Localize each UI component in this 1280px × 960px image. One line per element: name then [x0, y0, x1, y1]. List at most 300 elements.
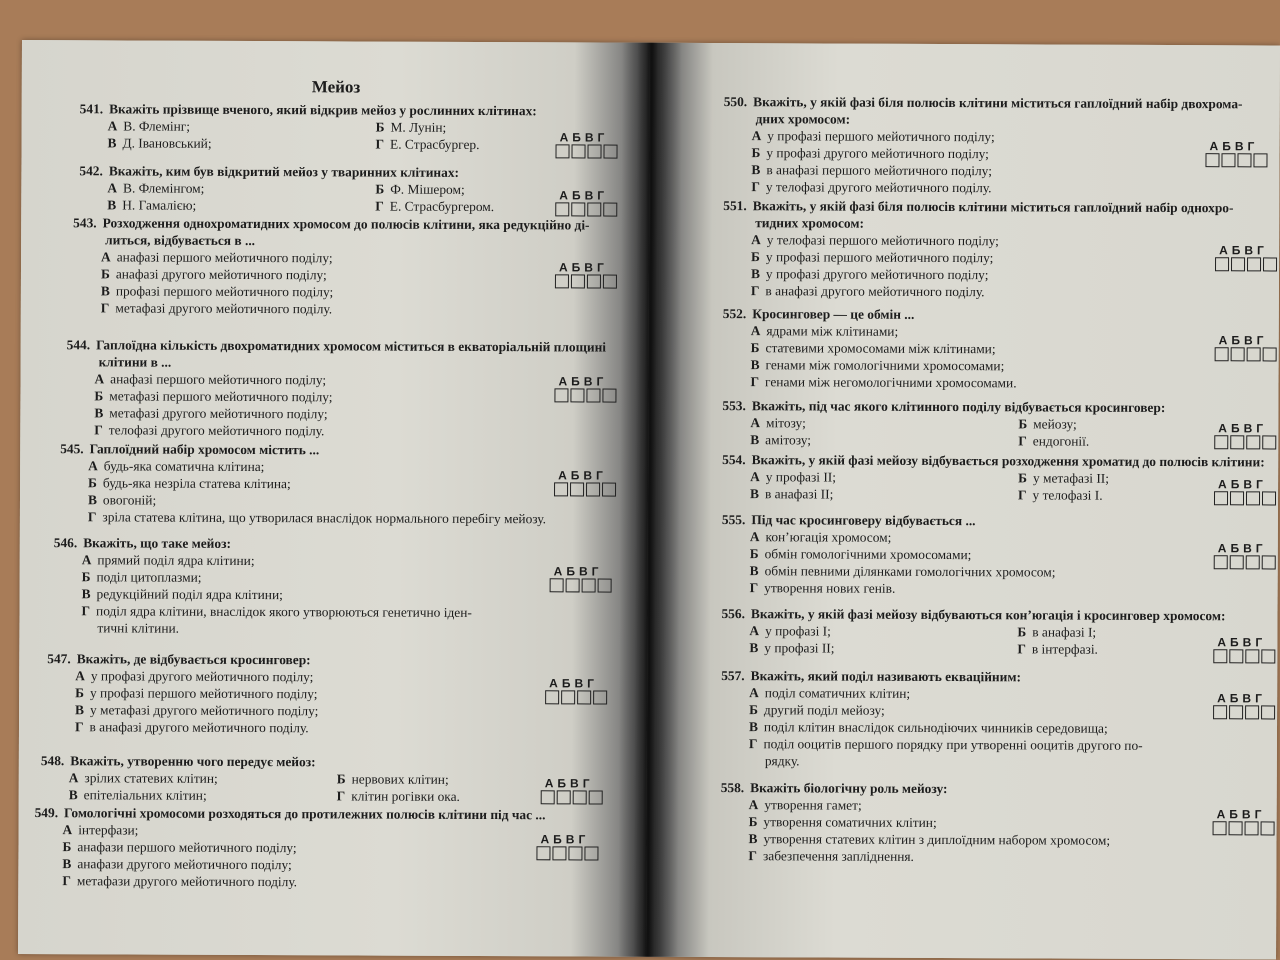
option-letter: В [749, 640, 759, 656]
option-text: телофазі другого мейотичного поділу. [108, 422, 325, 439]
option-text: анафази першого мейотичного поділу; [77, 839, 297, 856]
answer-option [108, 134, 348, 152]
option-letter: Б [81, 569, 91, 585]
answer-option [75, 684, 318, 702]
option-text: нервових клітин; [351, 771, 449, 787]
question [721, 605, 1257, 658]
question-number: 549. [34, 805, 59, 821]
answer-option [749, 622, 989, 640]
answer-checkbox[interactable] [552, 846, 566, 860]
answer-checkbox[interactable] [1230, 491, 1244, 505]
answer-checkbox[interactable] [1215, 257, 1229, 271]
answer-checkbox[interactable] [550, 578, 564, 592]
answer-option [75, 667, 318, 685]
answer-checkbox[interactable] [1247, 257, 1261, 271]
answer-grid-letters: АБВГ [544, 776, 594, 791]
option-text: В. Флемінгом; [122, 180, 205, 196]
answer-option [88, 508, 546, 527]
answer-checkbox[interactable] [1215, 347, 1229, 361]
option-letter: В [75, 702, 85, 718]
answer-option [751, 322, 1017, 340]
answer-checkbox[interactable] [1261, 705, 1275, 719]
question [34, 804, 545, 891]
answer-boxes [1214, 491, 1278, 505]
option-letter: Б [88, 475, 97, 491]
option-text: у телофазі першого мейотичного поділу; [766, 232, 999, 249]
answer-option [69, 769, 309, 787]
option-text: метафазі другого мейотичного поділу; [109, 405, 328, 422]
left-page [18, 40, 650, 957]
option-text: у профазі I; [765, 623, 831, 639]
question-number: 556. [721, 606, 745, 622]
question-text: Кросинговер — це обмін ... [752, 306, 915, 322]
answer-checkbox[interactable] [1205, 153, 1219, 167]
answer-option [75, 718, 318, 736]
answer-option [748, 847, 1110, 866]
question-number: 547. [47, 651, 71, 667]
answer-checkbox[interactable] [603, 145, 617, 159]
question-stem [60, 440, 546, 459]
question-stem [723, 305, 1017, 323]
answer-grid-letters: АБВГ [549, 676, 598, 691]
answer-option [750, 562, 1056, 580]
answer-checkbox[interactable] [598, 579, 612, 593]
option-text: мейозу; [1033, 416, 1077, 432]
page-title: Мейоз [311, 77, 361, 97]
option-row [80, 134, 616, 153]
answer-option [751, 248, 1233, 267]
answer-checkbox[interactable] [557, 790, 571, 804]
option-letter: Б [751, 145, 761, 161]
option-text: у профазі першого мейотичного поділу; [89, 685, 318, 702]
question-stem [723, 214, 1233, 233]
option-text: амітозу; [765, 432, 811, 448]
option-letter: Г [94, 422, 103, 438]
answer-checkbox[interactable] [587, 202, 601, 216]
question-text: Вкажіть, який поділ називають екваційним: [750, 668, 1021, 685]
answer-option [748, 830, 1110, 849]
answer-checkbox[interactable] [1245, 649, 1259, 663]
question-stem [47, 650, 318, 668]
answer-option [63, 821, 546, 840]
option-text: інтерфази; [78, 822, 139, 838]
answer-checkbox[interactable] [566, 578, 580, 592]
answer-checkbox[interactable] [1237, 153, 1251, 167]
question-text: Вкажіть, ким був відкритий мейоз у тваринних клітинах: [108, 163, 460, 180]
answer-grid [1214, 477, 1278, 505]
answer-option [751, 161, 1242, 180]
option-letter: Б [750, 340, 760, 356]
option-letter: Б [1017, 624, 1027, 640]
answer-grid-letters: АБВГ [540, 832, 590, 847]
option-text: зріла статева клітина, що утворилася внаслідок нормального перебігу мейозу. [102, 509, 547, 527]
answer-checkbox[interactable] [545, 690, 559, 704]
answer-checkbox[interactable] [573, 790, 587, 804]
answer-checkbox[interactable] [571, 202, 585, 216]
answer-checkbox[interactable] [554, 388, 568, 402]
option-letter: Г [748, 848, 758, 864]
answer-checkbox[interactable] [1245, 821, 1259, 835]
option-text: обмін гомологічними хромосомами; [764, 546, 972, 563]
option-text: у профазі II; [764, 640, 835, 656]
answer-checkbox[interactable] [584, 846, 598, 860]
answer-boxes [1214, 555, 1278, 569]
answer-grid [1214, 421, 1278, 449]
option-letter: Б [749, 546, 759, 562]
option-letter: Г [62, 873, 71, 889]
answer-option [101, 248, 589, 267]
answer-boxes [555, 144, 619, 158]
option-text: В. Флемінг; [123, 118, 191, 134]
answer-option [750, 468, 990, 486]
option-letter: В [748, 719, 758, 735]
question-number: 550. [723, 94, 748, 110]
answer-checkbox[interactable] [587, 144, 601, 158]
answer-checkbox[interactable] [1214, 435, 1228, 449]
answer-option [749, 735, 1143, 754]
option-letter: Г [1017, 641, 1026, 657]
question [723, 197, 1234, 301]
answer-option [751, 178, 1242, 197]
answer-option [107, 179, 347, 197]
question-number: 557. [721, 668, 745, 684]
option-row [722, 431, 1258, 450]
question-number: 541. [79, 101, 104, 117]
answer-grid [1213, 691, 1277, 719]
option-text: у метафазі другого мейотичного поділу; [89, 702, 319, 719]
answer-option [751, 231, 1233, 250]
question-stem [723, 197, 1233, 216]
answer-checkbox[interactable] [1261, 821, 1275, 835]
question-number: 543. [73, 215, 97, 231]
answer-checkbox[interactable] [571, 274, 585, 288]
answer-option [750, 431, 990, 449]
option-text: обмін певними ділянками гомологічних хромосом; [764, 563, 1056, 580]
answer-option [751, 282, 1233, 301]
answer-checkbox[interactable] [1253, 153, 1267, 167]
answer-checkbox[interactable] [1230, 555, 1244, 569]
answer-checkbox[interactable] [554, 482, 568, 496]
option-letter: Г [751, 179, 760, 195]
option-letter: В [62, 856, 72, 872]
option-letter: А [750, 415, 761, 431]
answer-boxes [1205, 153, 1269, 167]
answer-checkbox[interactable] [603, 203, 617, 217]
option-text: метафази другого мейотичного поділу. [76, 873, 298, 890]
answer-boxes [1213, 705, 1277, 719]
option-letter: В [68, 787, 78, 803]
answer-checkbox[interactable] [570, 482, 584, 496]
option-text: утворення статевих клітин з диплоїдним набором хромосом; [763, 831, 1111, 848]
answer-checkbox[interactable] [602, 389, 616, 403]
option-text: в анафазі другого мейотичного поділу. [765, 283, 985, 300]
option-text: забезпечення запліднення. [762, 848, 914, 864]
answer-option [749, 718, 1143, 737]
answer-grid [1205, 139, 1269, 167]
option-text: клітин рогівки ока. [351, 788, 460, 804]
answer-checkbox[interactable] [1263, 347, 1277, 361]
option-text: будь-яка незріла статева клітина; [102, 475, 291, 492]
option-text: поділ ооцитів першого порядку при утворенні ооцитів другого по- [763, 736, 1143, 753]
option-letter: А [751, 128, 762, 144]
answer-grid-letters: АБВГ [1216, 807, 1266, 822]
answer-boxes [536, 846, 600, 860]
answer-checkbox[interactable] [1247, 347, 1261, 361]
right-page [646, 43, 1280, 960]
answer-checkbox[interactable] [586, 482, 600, 496]
answer-checkbox[interactable] [1214, 555, 1228, 569]
answer-boxes [554, 388, 618, 402]
option-text: у телофазі другого мейотичного поділу. [765, 179, 992, 196]
answer-option [749, 684, 1143, 703]
option-row [41, 786, 577, 805]
option-text: в інтерфазі. [1031, 641, 1098, 657]
option-text: анафазі другого мейотичного поділу; [115, 266, 327, 283]
option-text: поділ клітин внаслідок сильнодіючих чинників середовища; [763, 719, 1108, 736]
answer-option [81, 602, 471, 621]
answer-checkbox[interactable] [555, 202, 569, 216]
answer-checkbox[interactable] [577, 690, 591, 704]
question-number: 546. [53, 535, 78, 551]
answer-option [88, 491, 546, 510]
answer-option [750, 373, 1016, 391]
question [723, 93, 1242, 197]
answer-grid-letters: АБВГ [1209, 139, 1259, 154]
answer-checkbox[interactable] [1213, 821, 1227, 835]
answer-boxes [1213, 821, 1277, 835]
answer-checkbox[interactable] [1246, 491, 1260, 505]
question [722, 305, 1016, 391]
question-text: Розходження однохроматидних хромосом до полюсів клітини, яка редукційно ді- [102, 215, 590, 233]
answer-checkbox[interactable] [1229, 705, 1243, 719]
answer-option [750, 485, 990, 503]
answer-grid-letters: АБВГ [1218, 421, 1268, 436]
question-number: 552. [722, 306, 747, 322]
question-number: 554. [722, 452, 746, 468]
question-number: 558. [720, 780, 745, 796]
answer-checkbox[interactable] [1214, 491, 1228, 505]
question-text: Вкажіть, що таке мейоз: [83, 535, 231, 551]
option-text: метафазі першого мейотичного поділу; [109, 388, 333, 405]
option-text: в анафазі I; [1032, 624, 1097, 640]
question-text: Гомологічні хромосоми розходяться до протилежних полюсів клітини під час ... [64, 805, 546, 823]
option-letter: Б [1018, 470, 1027, 486]
answer-checkbox[interactable] [1213, 649, 1227, 663]
answer-checkbox[interactable] [1246, 435, 1260, 449]
option-letter: А [751, 232, 761, 248]
answer-checkbox[interactable] [593, 690, 607, 704]
option-text: утворення нових генів. [764, 580, 896, 596]
answer-option [750, 414, 990, 432]
option-letter: Б [94, 388, 104, 404]
question-stem [721, 779, 1111, 798]
question-number: 555. [721, 512, 746, 528]
answer-checkbox[interactable] [555, 144, 569, 158]
option-text: у профазі другого мейотичного поділу; [765, 266, 989, 283]
option-letter: А [62, 822, 73, 838]
question-number: 551. [723, 198, 747, 214]
answer-grid-letters: АБВГ [553, 564, 603, 579]
option-text: овогоній; [102, 492, 157, 508]
answer-grid [541, 776, 605, 804]
option-text: Ф. Мішером; [390, 181, 465, 197]
answer-checkbox[interactable] [536, 846, 550, 860]
option-letter: Б [749, 702, 758, 718]
question-text: Гаплоїдний набір хромосом містить ... [89, 441, 320, 458]
question-text: тидних хромосом: [755, 215, 864, 231]
question [720, 779, 1110, 866]
option-letter: Г [375, 136, 385, 152]
answer-checkbox[interactable] [589, 790, 603, 804]
option-text: утворення гамет; [764, 797, 862, 813]
option-letter: Б [375, 181, 385, 197]
option-letter: В [749, 486, 759, 502]
document-sheet [18, 40, 1280, 959]
answer-option [749, 796, 1111, 815]
question [80, 100, 616, 153]
answer-checkbox[interactable] [1229, 821, 1243, 835]
option-letter: А [88, 458, 98, 474]
option-text: анафазі першого мейотичного поділу; [116, 249, 333, 266]
answer-option [751, 265, 1233, 284]
option-letter: Б [100, 266, 110, 282]
option-text: редукційний поділ ядра клітини; [96, 586, 283, 603]
option-letter: В [87, 492, 97, 508]
answer-grid-letters: АБВГ [1217, 691, 1266, 706]
option-text: генами між негомологічними хромосомами. [765, 374, 1017, 391]
answer-boxes [1214, 435, 1278, 449]
answer-checkbox[interactable] [1213, 705, 1227, 719]
answer-grid [545, 676, 609, 704]
answer-option [75, 701, 318, 719]
answer-option [107, 196, 347, 214]
option-letter: В [107, 135, 117, 151]
answer-boxes [550, 578, 614, 592]
answer-checkbox[interactable] [1262, 491, 1276, 505]
option-letter: В [751, 162, 761, 178]
option-text: ядрами між клітинами; [766, 323, 899, 339]
option-text: у профазі другого мейотичного поділу; [90, 668, 314, 685]
option-text: у профазі II; [765, 469, 837, 485]
answer-checkbox[interactable] [602, 483, 616, 497]
question [73, 214, 590, 318]
option-letter: А [81, 552, 92, 568]
answer-option [62, 855, 545, 874]
answer-checkbox[interactable] [603, 275, 617, 289]
answer-checkbox[interactable] [570, 388, 584, 402]
question [60, 440, 546, 527]
answer-option [108, 117, 348, 135]
answer-boxes [555, 202, 619, 216]
answer-grid [536, 832, 600, 860]
answer-checkbox[interactable] [582, 578, 596, 592]
answer-checkbox[interactable] [1246, 555, 1260, 569]
question [722, 397, 1258, 450]
option-letter: А [749, 529, 760, 545]
option-text: генами між гомологічними хромосомами; [765, 357, 1005, 374]
option-letter: В [748, 831, 758, 847]
option-letter: А [750, 469, 760, 485]
option-letter: Б [336, 771, 346, 787]
answer-checkbox[interactable] [1263, 257, 1277, 271]
answer-checkbox[interactable] [555, 274, 569, 288]
answer-checkbox[interactable] [1245, 705, 1259, 719]
option-letter: Г [100, 300, 110, 316]
option-text: Д. Івановський; [122, 135, 212, 151]
answer-grid [1215, 333, 1279, 361]
option-text: у профазі другого мейотичного поділу; [766, 145, 989, 162]
answer-option [749, 752, 1143, 771]
question-text: Вкажіть, у якій фазі мейозу відбуваються кон’югація і кросинговер хромосом: [750, 606, 1226, 624]
answer-checkbox[interactable] [571, 144, 585, 158]
answer-option [82, 568, 472, 587]
answer-checkbox[interactable] [1221, 153, 1235, 167]
option-letter: В [81, 586, 91, 602]
option-letter: Г [336, 788, 346, 804]
option-text: тичні клітини. [97, 620, 180, 636]
answer-checkbox[interactable] [541, 790, 555, 804]
answer-grid [555, 188, 619, 216]
option-letter: А [101, 249, 111, 265]
answer-option [101, 282, 589, 301]
answer-checkbox[interactable] [1262, 555, 1276, 569]
option-letter: А [94, 371, 105, 387]
option-text: мітозу; [765, 415, 806, 431]
answer-grid [555, 130, 619, 158]
option-letter: В [107, 197, 117, 213]
option-letter: Б [75, 685, 85, 701]
answer-checkbox[interactable] [1229, 649, 1243, 663]
answer-checkbox[interactable] [1230, 435, 1244, 449]
option-text: ендогонії. [1032, 433, 1090, 449]
option-text: епітеліальних клітин; [83, 787, 207, 803]
answer-boxes [555, 274, 619, 288]
answer-checkbox[interactable] [586, 388, 600, 402]
answer-option [749, 813, 1111, 832]
question-text: Вкажіть, де відбувається кросинговер: [76, 651, 311, 668]
option-letter: Г [87, 509, 97, 525]
option-text: статевими хромосомами між клітинами; [765, 340, 996, 357]
answer-boxes [1213, 649, 1277, 663]
answer-checkbox[interactable] [1231, 257, 1245, 271]
answer-checkbox[interactable] [1261, 649, 1275, 663]
answer-checkbox[interactable] [568, 846, 582, 860]
question-text: Вкажіть, під час якого клітинного поділу відбувається кросинговер: [751, 398, 1166, 415]
answer-option [751, 144, 1242, 163]
question-text: Вкажіть, утворенню чого передує мейоз: [70, 753, 316, 770]
question-text: Вкажіть, у якій фазі біля полюсів клітини міститься гаплоїдний набір двохрома- [753, 94, 1243, 112]
option-letter: А [749, 623, 760, 639]
answer-checkbox[interactable] [587, 274, 601, 288]
answer-grid-letters: АБВГ [1218, 333, 1268, 348]
question [66, 336, 606, 440]
option-letter: А [107, 180, 118, 196]
book-gutter [618, 43, 682, 957]
answer-checkbox[interactable] [1231, 347, 1245, 361]
question [721, 667, 1143, 771]
question [79, 162, 615, 215]
option-letter: Б [748, 814, 758, 830]
option-text: профазі першого мейотичного поділу; [115, 283, 334, 300]
answer-checkbox[interactable] [561, 690, 575, 704]
answer-option [94, 421, 605, 440]
question-stem [54, 534, 472, 553]
answer-grid [554, 468, 618, 496]
question-number: 544. [66, 337, 91, 353]
answer-checkbox[interactable] [1262, 435, 1276, 449]
question-text: дних хромосом: [755, 111, 851, 127]
answer-boxes [1215, 257, 1279, 271]
